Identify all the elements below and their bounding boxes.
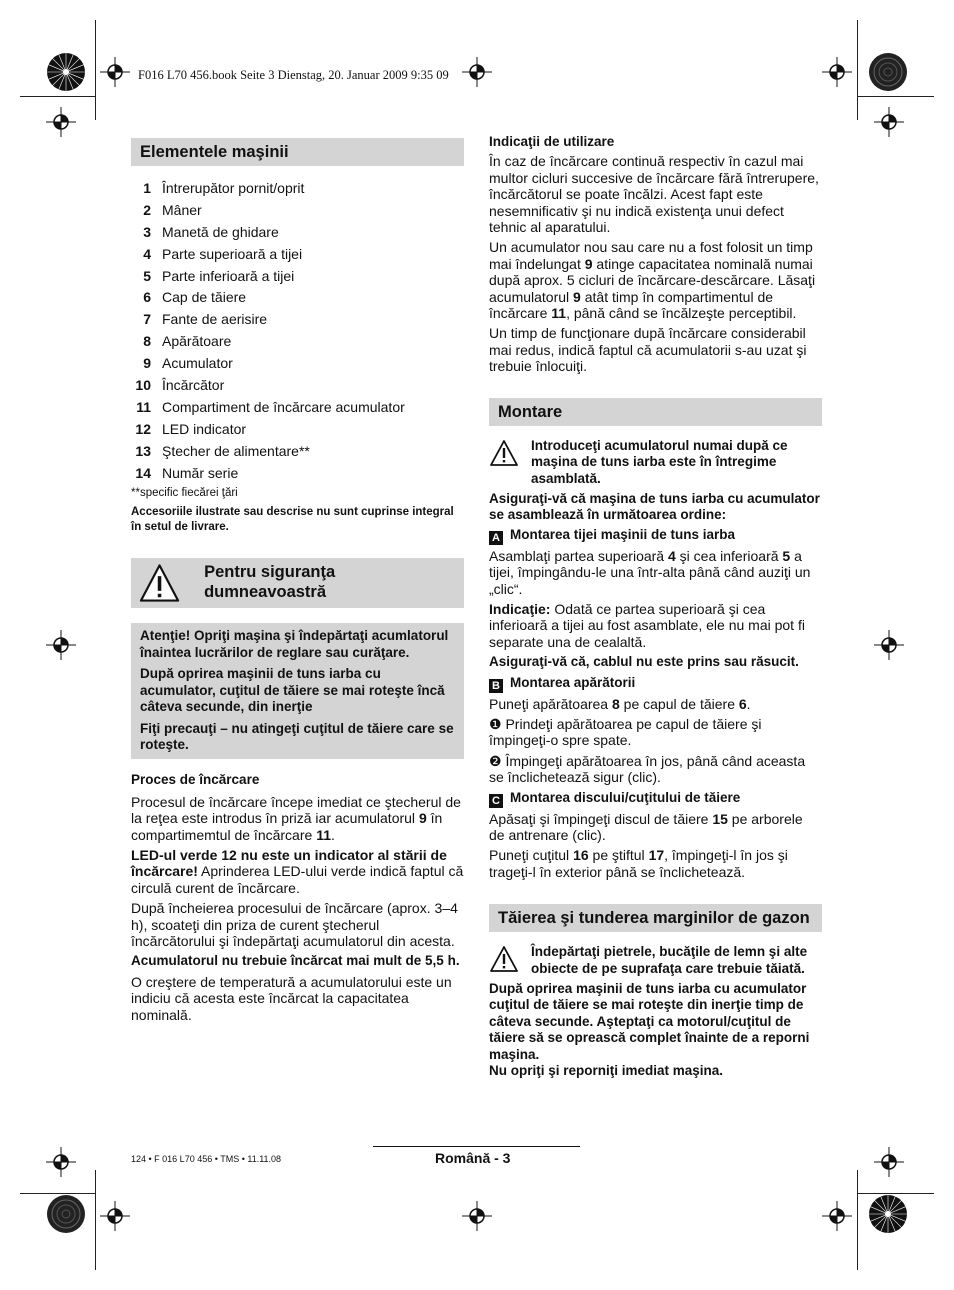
crop-line [95,1170,96,1270]
safety-header [131,558,464,608]
step-2-paragraph: ❷ Împingeţi apărătoarea în jos, până când aceasta se înclichetează sigur (clic). [489,752,806,786]
safety-warning-box [131,623,464,759]
crop-line [20,96,95,97]
charging-end-paragraph: După încheierea procesului de încărcare (aprox. 3–4 h), scoateţi din priza de curent ştecherul încărcătorului şi îndepărtaţi acumulatorul din acesta. [131,900,458,949]
starburst-mark-icon [46,1194,86,1234]
item-label: Parte inferioară a tijei [162,267,295,284]
charging-heading: Proces de încărcare [131,772,260,788]
charging-limit-note: Acumulatorul nu trebuie încărcat mai mult de 5,5 h. [131,953,460,969]
book-header: F016 L70 456.book Seite 3 Dienstag, 20. Januar 2009 9:35 09 [138,68,449,82]
item-label: Cap de tăiere [162,289,247,306]
usage-paragraph: Un acumulator nou sau care nu a fost folosit un timp mai îndelungat 9 atinge capacitatea nominală numai după aprox. 5 cicluri de încărcare-descărcare. Lăsaţi acumulatorul 9 atât timp în compartimentul de încărcare 11, până când se încălzeşte perceptibil. [489,239,816,322]
item-label: Manetă de ghidare [162,223,279,240]
item-label: Fante de aerisire [162,311,268,328]
usage-heading: Indicaţii de utilizare [489,134,615,149]
crosshair-mark-icon [100,1201,130,1231]
item-number: 12 [135,420,151,437]
item-number: 4 [143,245,151,262]
crosshair-mark-icon [874,1147,904,1177]
crop-line [95,20,96,120]
section-title-elements: Elementele maşinii [131,138,464,166]
step-a-paragraph: Asamblaţi partea superioară 4 şi cea inferioară 5 a tijei, împingându-le una într-alta până când auziţi un „clic“. [489,547,811,597]
footer-code: 124 • F 016 L70 456 • TMS • 11.11.08 [131,1154,282,1164]
list-item [131,286,464,308]
list-item [131,243,464,265]
item-number: 9 [143,355,151,372]
parts-list [131,177,464,483]
step-a-title: A Montarea tijei maşinii de tuns iarba [489,527,822,545]
list-item [131,265,464,287]
item-label: Întrerupător pornit/oprit [162,179,305,196]
item-label: Compartiment de încărcare acumulator [162,398,405,415]
tag-b-icon: B [489,679,503,693]
warning-triangle-icon [489,945,519,973]
usage-paragraph: În caz de încărcare continuă respectiv în cazul mai multor cicluri succesive de încărcare fără întrerupere, încărcătorul se poate încălzi. Acest fapt este nesemnificativ şi nu indică existenţa unui defect tehnic al aparatului. [489,153,819,236]
safety-title: Pentru siguranţa dumneavoastră [204,563,336,602]
item-number: 10 [135,376,151,393]
crosshair-mark-icon [822,57,852,87]
cutting-paragraph: După oprirea maşinii de tuns iarba cu acumulator cuţitul de tăiere se mai roteşte din inerţie timp de câteva secunde. Aşteptaţi ca motorul/cuţitul de tăiere să se oprească complet înainte de a reporni maşina. [489,981,810,1062]
tag-a-icon: A [489,531,503,545]
item-label: Acumulator [162,355,233,372]
list-item [131,330,464,352]
safety-warning: Atenţie! Opriţi maşina şi îndepărtaţi acumlatorul înaintea lucrărilor de reglare sau curăţare. [140,628,449,660]
item-label: Apărătoare [162,333,232,350]
step-c-paragraph: Apăsaţi şi împingeţi discul de tăiere 15 pe arborele de antrenare (clic). [489,810,803,843]
list-item [131,418,464,440]
crop-line [858,96,934,97]
left-column [131,138,464,1023]
warning-triangle-icon [489,439,519,467]
crosshair-mark-icon [100,57,130,87]
crosshair-mark-icon [46,630,76,660]
crop-line [857,1170,858,1270]
item-label: LED indicator [162,420,247,437]
step-b-title: B Montarea apărătorii [489,675,822,693]
right-column [489,134,822,1079]
safety-warning: După oprirea maşinii de tuns iarba cu acumulator, cuţitul de tăiere se mai roteşte încă câteva secunde, din inerţie [140,666,445,715]
list-item [131,177,464,199]
led-paragraph: LED-ul verde 12 nu este un indicator al stării de încărcare! Aprinderea LED-ului verde indică faptul că circulă curent de încărcare. [131,846,464,896]
accessories-note: Accesoriile ilustrate sau descrise nu sunt cuprinse integral în setul de livrare. [131,506,454,534]
item-number: 5 [143,267,151,284]
item-number: 14 [135,464,151,481]
crosshair-mark-icon [874,107,904,137]
tag-c-icon: C [489,794,503,808]
item-label: Încărcător [162,376,225,393]
crop-line [857,20,858,120]
item-number: 13 [135,442,151,459]
step-b-paragraph: Puneţi apărătoarea 8 pe capul de tăiere 6. [489,695,751,712]
charging-paragraph: Procesul de încărcare începe imediat ce ştecherul de la reţea este introdus în priză iar acumulatorul 9 în compartimemtul de încărcare 11. [131,793,461,843]
note-paragraph: Indicaţie: Odată ce partea superioară şi cea inferioară a tijei au fost asamblate, ele nu mai pot fi separate una de cealaltă. [489,600,805,650]
item-label: Parte superioară a tijei [162,245,303,262]
list-item [131,440,464,462]
list-item [131,221,464,243]
list-item [131,308,464,330]
item-number: 6 [143,289,151,306]
crosshair-mark-icon [462,57,492,87]
list-item [131,374,464,396]
section-title-montare: Montare [489,398,822,426]
list-item [131,199,464,221]
page-number: Română - 3 [435,1150,511,1166]
step-c-paragraph: Puneţi cuţitul 16 pe ştiftul 17, împingeţi-l în jos şi trageţi-l în exterior până se înclichetează. [489,847,788,880]
item-number: 2 [143,201,151,218]
step-c-title: C Montarea discului/cuţitului de tăiere [489,790,822,808]
starburst-mark-icon [868,1194,908,1234]
item-number: 1 [143,179,151,196]
item-number: 3 [143,223,151,240]
starburst-mark-icon [868,52,908,92]
starburst-mark-icon [46,52,86,92]
crosshair-mark-icon [46,107,76,137]
safety-warning: Fiţi precauţi – nu atingeţi cuţitul de tăiere care se roteşte. [140,720,454,752]
warning-triangle-icon [139,562,180,604]
section-title-cutting: Tăierea şi tunderea marginilor de gazon [489,904,822,932]
list-item [131,396,464,418]
usage-paragraph: Un timp de funcţionare după încărcare considerabil mai redus, indică faptul că acumulatorii s-au uzat şi trebuie înlocuiţi. [489,325,807,375]
cable-note: Asiguraţi-vă că, cablul nu este prins sau răsucit. [489,654,799,670]
temperature-paragraph: O creştere de temperatură a acumulatorului este un indiciu că acesta este încărcat la capacitatea nominală. [131,973,452,1023]
crosshair-mark-icon [462,1201,492,1231]
assembly-order: Asiguraţi-vă că maşina de tuns iarba cu acumulator se asamblează în următoarea ordine: [489,490,820,523]
montare-warning: Introduceţi acumulatorul numai după ce maşina de tuns iarba este în întregime asamblată. [489,438,822,487]
crosshair-mark-icon [46,1147,76,1177]
cutting-paragraph: Nu opriţi şi reporniţi imediat maşina. [489,1063,724,1079]
item-number: 11 [136,398,151,415]
crosshair-mark-icon [822,1201,852,1231]
list-item [131,352,464,374]
footer-rule [373,1146,580,1147]
item-number: 7 [143,311,151,328]
footnote: **specific fiecărei ţări [131,487,238,500]
item-label: Ştecher de alimentare** [162,442,310,459]
item-label: Număr serie [162,464,239,481]
crosshair-mark-icon [874,630,904,660]
step-1-paragraph: ❶ Prindeţi apărătoarea pe capul de tăiere şi împingeţi-o spre spate. [489,715,762,749]
list-item [131,462,464,484]
item-label: Mâner [162,201,202,218]
cutting-warning: Îndepărtaţi pietrele, bucăţile de lemn şi alte obiecte de pe suprafaţa care trebuie tăiată. [489,944,822,977]
item-number: 8 [143,333,151,350]
